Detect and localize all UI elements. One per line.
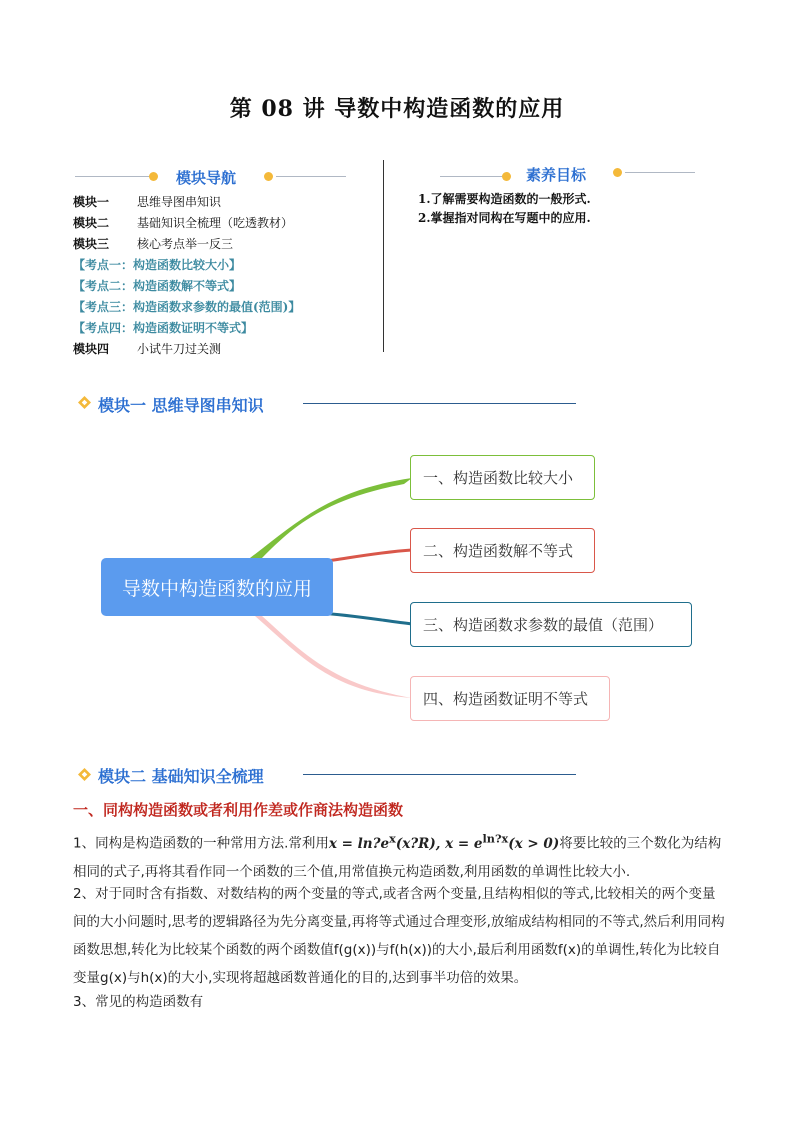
diamond-icon xyxy=(78,768,91,781)
dot-icon xyxy=(264,172,273,181)
page-title: 第 08 讲 导数中构造函数的应用 xyxy=(229,96,565,122)
goals-heading: 素养目标 xyxy=(526,166,587,184)
nav-item[interactable]: 模块三 核心考点举一反三 xyxy=(73,237,234,251)
module-nav xyxy=(73,192,373,360)
divider xyxy=(625,172,695,173)
kaodian-item[interactable]: 【考点二：构造函数解不等式】 xyxy=(73,279,242,293)
nav-item[interactable]: 模块一 思维导图串知识 xyxy=(73,195,222,209)
divider xyxy=(303,403,576,404)
section-heading: 一、同构构造函数或者利用作差或作商法构造函数 xyxy=(73,801,404,819)
divider xyxy=(276,176,346,177)
divider xyxy=(303,774,576,775)
divider xyxy=(75,176,157,177)
goals-list xyxy=(418,190,738,228)
mindmap-branch-1: 一、构造函数比较大小 xyxy=(410,455,595,500)
kaodian-item[interactable]: 【考点三：构造函数求参数的最值(范围)】 xyxy=(73,300,301,314)
paragraph-3: 3、常见的构造函数有 xyxy=(73,994,204,1010)
divider xyxy=(440,176,510,177)
dot-icon xyxy=(613,168,622,177)
goal-item: 2.掌握指对同构在写题中的应用. xyxy=(418,211,591,225)
diamond-icon xyxy=(78,396,91,409)
module1-heading: 模块一 思维导图串知识 xyxy=(98,396,264,415)
paragraph-2: 2、对于同时含有指数、对数结构的两个变量的等式,或者含两个变量,且结构相似的等式,比较相关的两个变量间的大小问题时,思考的逻辑路径为先分离变量,再将等式通过合理变形,放缩成结构相同的不等式,然后利用同构函数思想,转化为比较某个函数的两个函数值f(g(x))与f(h(x))的大小,最后利用函数f(x)的单调性,转化为比较自变量g(x)与h(x)的大小,实现将超越函数普通化的目的,达到事半功倍的效果。 xyxy=(73,886,725,986)
column-divider xyxy=(383,160,384,352)
paragraph-1: 1、同构是构造函数的一种常用方法.常利用$x = \ln?e^x(x?R)$, $x = e^{ln?x}(x > 0)$将要比较的三个数化为结构相同的式子,再将其看作同一个函数的三个值,用常值换元构造函数,利用函数的单调性比较大小. xyxy=(73,831,722,880)
mindmap-branch-4: 四、构造函数证明不等式 xyxy=(410,676,610,721)
dot-icon xyxy=(149,172,158,181)
nav-item[interactable]: 模块二 基础知识全梳理（吃透教材） xyxy=(73,216,294,230)
mindmap-branch-3: 三、构造函数求参数的最值（范围） xyxy=(410,602,692,647)
dot-icon xyxy=(502,172,511,181)
module2-heading: 模块二 基础知识全梳理 xyxy=(98,767,264,786)
nav-item[interactable]: 模块四 小试牛刀过关测 xyxy=(73,342,222,356)
mindmap-branch-2: 二、构造函数解不等式 xyxy=(410,528,595,573)
kaodian-item[interactable]: 【考点一：构造函数比较大小】 xyxy=(73,258,242,272)
kaodian-item[interactable]: 【考点四：构造函数证明不等式】 xyxy=(73,321,254,335)
nav-heading: 模块导航 xyxy=(176,169,237,187)
mindmap-center-node: 导数中构造函数的应用 xyxy=(101,558,333,616)
goal-item: 1.了解需要构造函数的一般形式. xyxy=(418,192,591,206)
